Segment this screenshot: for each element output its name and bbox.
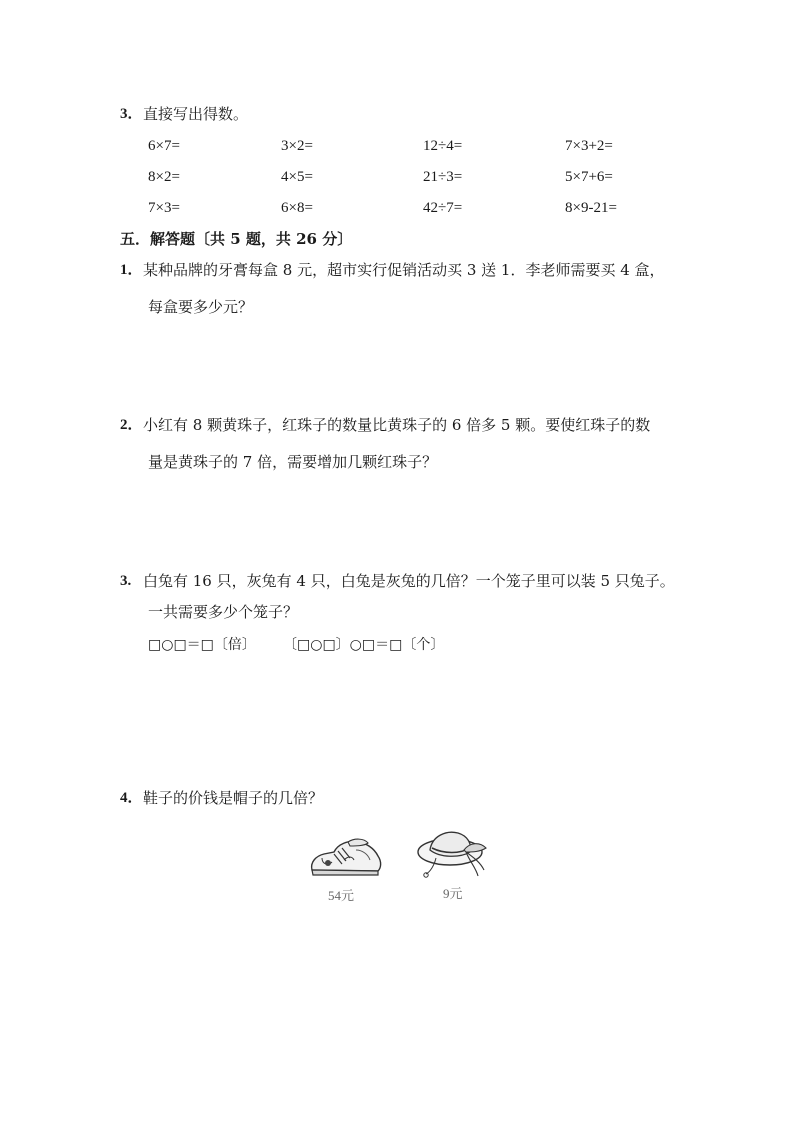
expression: 8×2= <box>148 169 180 185</box>
shoe-icon <box>308 834 384 878</box>
formula-template: 〔□○□〕○□＝□〔个〕 <box>283 637 445 653</box>
problem-text-line: 一共需要多少个笼子？ <box>148 603 299 621</box>
section-heading: 五．解答题〔共 5 题，共 26 分〕 <box>120 230 353 248</box>
question-number: 3． <box>120 106 143 122</box>
expression: 42÷7= <box>423 200 463 216</box>
expression: 21÷3= <box>423 169 463 185</box>
problem-text-line: 每盒要多少元？ <box>148 298 254 316</box>
problem-number: 2． <box>120 417 143 433</box>
expression: 3×2= <box>281 138 313 154</box>
expression: 12÷4= <box>423 138 463 154</box>
problem-text-line: 鞋子的价钱是帽子的几倍？ <box>143 789 324 807</box>
problem-number: 3. <box>120 573 132 589</box>
problem-text-line: 白兔有 16 只，灰兔有 4 只，白兔是灰兔的几倍？一个笼子里可以装 5 只兔子。 <box>143 572 675 590</box>
problem-text-line: 量是黄珠子的 7 倍，需要增加几颗红珠子？ <box>148 453 438 471</box>
problem-number: 4． <box>120 790 143 806</box>
hat-price: 9元 <box>443 886 463 901</box>
problem-number: 1． <box>120 262 143 278</box>
expression: 5×7+6= <box>565 169 613 185</box>
expression: 7×3+2= <box>565 138 613 154</box>
formula-template: □○□＝□〔倍〕 <box>148 637 256 653</box>
expression: 6×7= <box>148 138 180 154</box>
problem-text-line: 某种品牌的牙膏每盒 8 元，超市实行促销活动买 3 送 1．李老师需要买 4 盒， <box>143 261 665 279</box>
expression: 8×9-21= <box>565 200 617 216</box>
expression: 7×3= <box>148 200 180 216</box>
question-title: 直接写出得数。 <box>143 105 249 123</box>
hat-icon <box>416 828 492 882</box>
problem-text-line: 小红有 8 颗黄珠子，红珠子的数量比黄珠子的 6 倍多 5 颗。要使红珠子的数 <box>143 416 651 434</box>
expression: 4×5= <box>281 169 313 185</box>
shoe-price: 54元 <box>328 888 355 903</box>
expression: 6×8= <box>281 200 313 216</box>
